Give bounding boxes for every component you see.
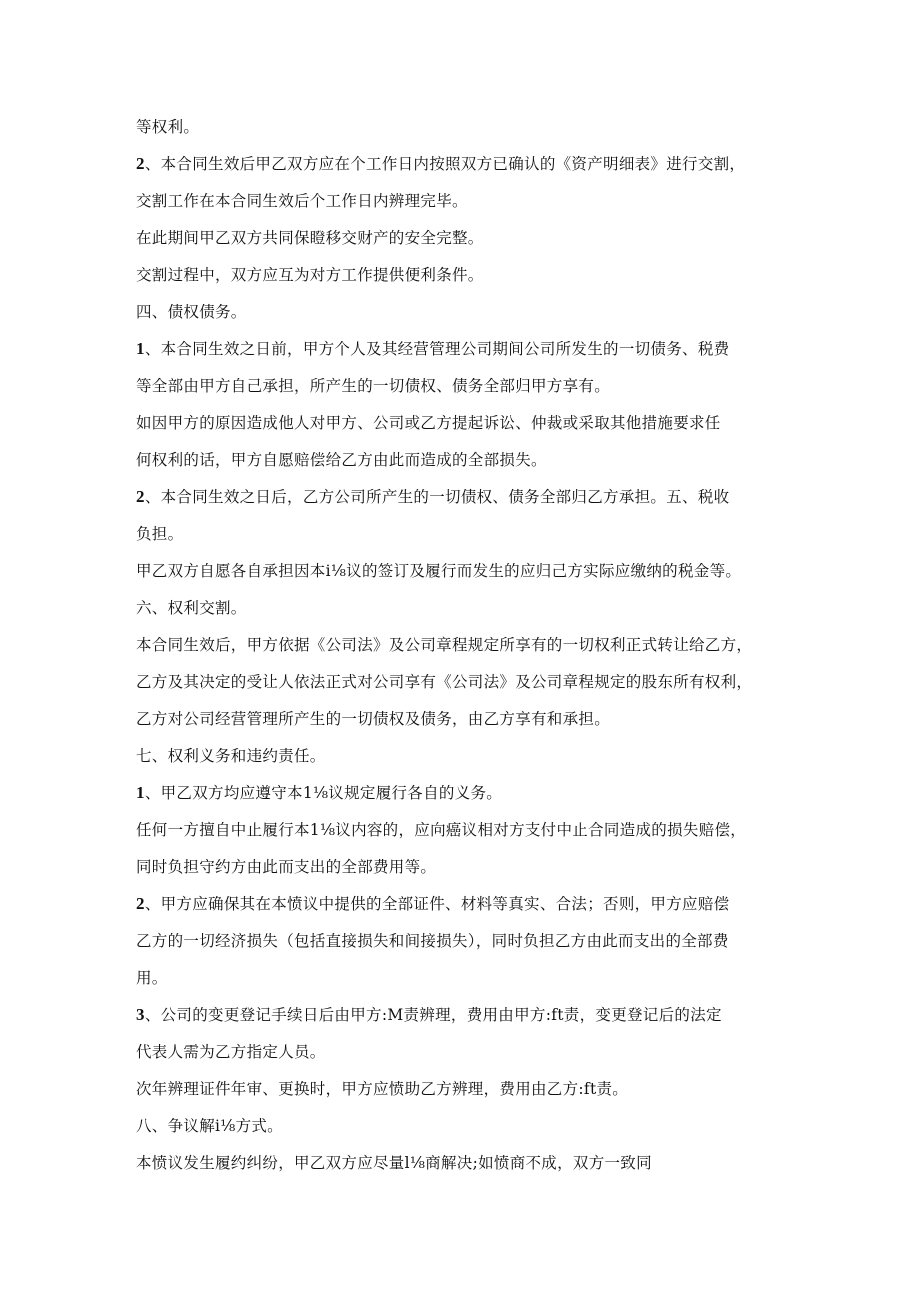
text-line: 乙方及其决定的受让人依法正式对公司享有《公司法》及公司章程规定的股东所有权利， [136,673,753,691]
section-heading: 七、权利义务和违约责任。 [136,747,326,765]
text-line: 3、公司的变更登记手续日后由甲方:M责辨理，费用由甲方:ft责，变更登记后的法定 [136,1005,722,1024]
text-line: 1、甲乙双方均应遵守本1⅛议规定履行各自的义务。 [136,783,503,802]
text-line: 乙方对公司经营管理所产生的一切债权及债务，由乙方享有和承担。 [136,710,611,728]
section-heading: 六、权利交割。 [136,599,247,617]
text-line: 1、本合同生效之日前，甲方个人及其经营管理公司期间公司所发生的一切债务、税费 [136,339,730,358]
section-heading: 四、债权债务。 [136,303,247,321]
text-line: 甲乙双方自愿各自承担因本i⅛议的签订及履行而发生的应归己方实际应缴纳的税金等。 [136,562,742,580]
text-line: 用。 [136,969,168,987]
text-line: 负担。 [136,525,184,543]
text-line: 等权利。 [136,118,200,136]
text-line: 同时负担守约方由此而支出的全部费用等。 [136,858,437,876]
section-heading: 八、争议解i⅛方式。 [136,1117,283,1135]
text-line: 何权利的话，甲方自愿赔偿给乙方由此而造成的全部损失。 [136,451,547,469]
text-line: 交割过程中，双方应互为对方工作提供便利条件。 [136,266,484,284]
text-line: 等全部由甲方自己承担，所产生的一切债权、债务全部归甲方享有。 [136,377,611,395]
text-line: 代表人需为乙方指定人员。 [136,1043,326,1061]
text-line: 次年辨理证件年审、更换时，甲方应愤助乙方辨理，费用由乙方:ft责。 [136,1080,629,1098]
text-line: 交割工作在本合同生效后个工作日内辨理完毕。 [136,192,468,210]
text-line: 2、甲方应确保其在本愤议中提供的全部证件、材料等真实、合法；否则，甲方应赔偿 [136,894,730,913]
text-line: 在此期间甲乙双方共同保瞪移交财产的安全完整。 [136,229,484,247]
text-line: 本合同生效后，甲方依据《公司法》及公司章程规定所享有的一切权利正式转让给乙方， [136,636,753,654]
text-line: 任何一方擅自中止履行本1⅛议内容的，应向癌议相对方支付中止合同造成的损失赔偿， [136,821,747,839]
text-line: 如因甲方的原因造成他人对甲方、公司或乙方提起诉讼、仲裁或采取其他措施要求任 [136,414,721,432]
text-line: 2、本合同生效之日后，乙方公司所产生的一切债权、债务全部归乙方承担。五、税收 [136,487,730,506]
text-line: 乙方的一切经济损失（包括直接损失和间接损失），同时负担乙方由此而支出的全部费 [136,932,729,950]
text-line: 2、本合同生效后甲乙双方应在个工作日内按照双方已确认的《资产明细表》进行交割， [136,154,746,173]
text-line: 本愤议发生履约纠纷，甲乙双方应尽量l⅛商解决;如愤商不成，双方一致同 [136,1154,652,1172]
